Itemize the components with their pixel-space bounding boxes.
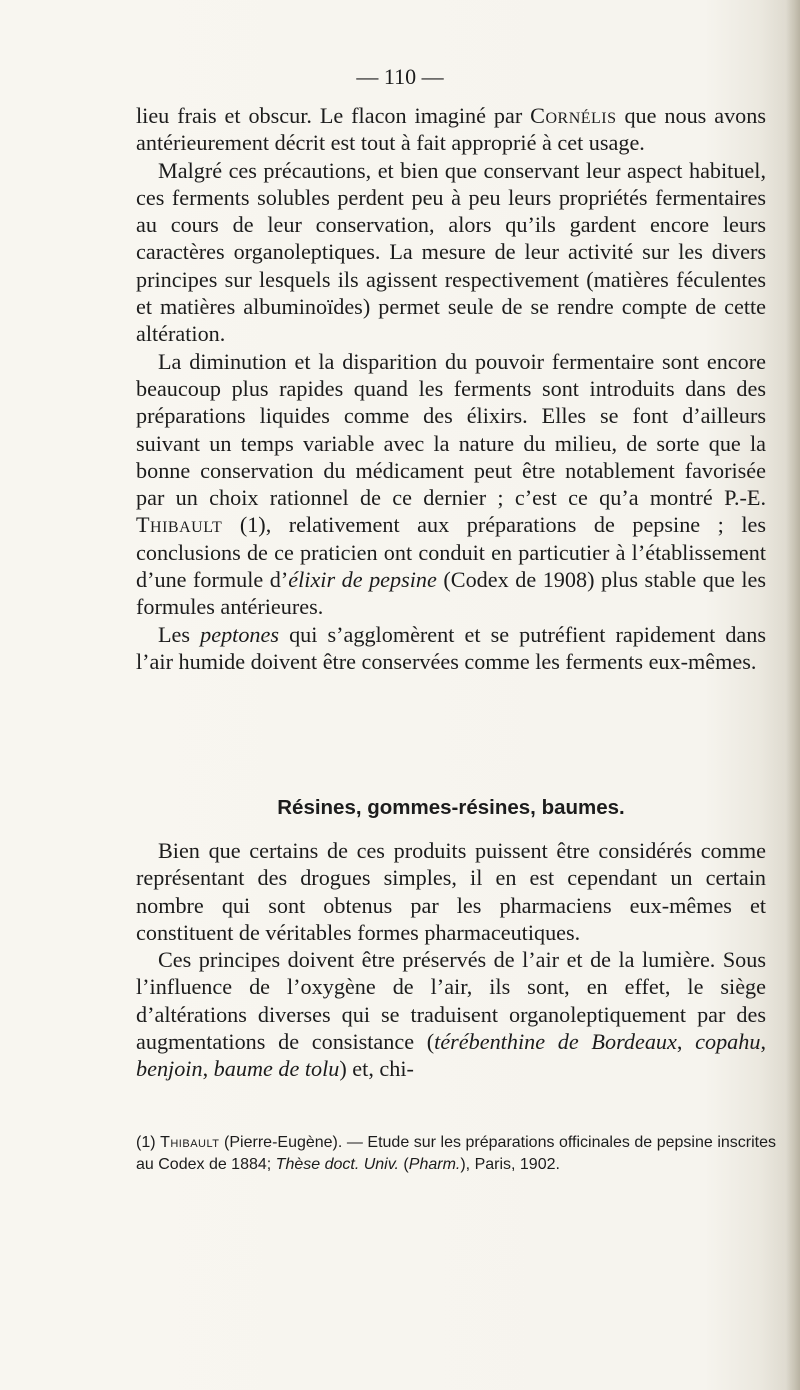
- paragraph: [136, 102, 766, 157]
- text-span: Bien que certains de ces produits puissent être considérés comme représentant des drogues simples, il en est cependant un certain nombre qui sont obtenus par les pharmaciens eux-mêmes et constituent de véritables formes pharmaceutiques.: [136, 838, 766, 945]
- italic-span: Pharm.: [408, 1155, 461, 1173]
- paragraph: [136, 837, 766, 946]
- small-caps-name: Thibault: [160, 1134, 220, 1151]
- body-text-bottom: [136, 837, 766, 1083]
- paragraph: [136, 348, 766, 621]
- italic-span: benjoin: [136, 1056, 203, 1082]
- text-span: ,: [676, 1029, 696, 1055]
- text-span: (1), relativement aux préparations de pepsine ; les conclusions de ce praticien ont conduit en particutier à l’établissement d’une formule d’: [136, 512, 766, 593]
- italic-span: baume de tolu: [213, 1056, 340, 1082]
- text-span: (Codex de 1908) plus stable que les formules antérieures.: [136, 567, 766, 620]
- small-caps-name: Thibault: [136, 512, 223, 538]
- footnote-text: [136, 1132, 776, 1175]
- page-number: — 110 —: [356, 64, 444, 89]
- body-text-top: [136, 102, 766, 675]
- text-span: Les: [158, 621, 201, 647]
- paragraph: [136, 621, 766, 676]
- text-span: ) et, chi-: [339, 1056, 414, 1082]
- text-span: (: [398, 1155, 409, 1173]
- page-edge-shadow: [786, 0, 800, 1390]
- italic-span: Thèse doct. Univ.: [275, 1155, 399, 1173]
- text-span: La diminution et la disparition du pouvoir fermentaire sont encore beaucoup plus rapides quand les ferments sont introduits dans des préparations liquides comme des élixirs. Elles se font d’ailleurs suivant un temps variable avec la nature du milieu, de sorte que la bonne conservation du médicament peut être notablement favorisée par un choix rationnel de ce dernier ; c’est ce qu’a montré P.-E.: [136, 348, 766, 511]
- text-span: Malgré ces précautions, et bien que conservant leur aspect habituel, ces ferments solubles perdent peu à peu leurs propriétés fermentaires au cours de leur conservation, alors qu’ils gardent encore leurs caractères organoleptiques. La mesure de leur activité sur les divers principes sur lesquels ils agissent respectivement (matières féculentes et matières albuminoïdes) permet seule de se rendre compte de cette altération.: [136, 157, 766, 347]
- paragraph: [136, 946, 766, 1082]
- small-caps-name: Cornélis: [530, 103, 617, 128]
- footnote: [136, 1132, 776, 1175]
- text-span: (Pierre-Eugène). — Etude sur les préparations officinales de pepsine inscrites au Codex de 1884;: [136, 1134, 776, 1173]
- paragraph: [136, 157, 766, 348]
- text-span: ), Paris, 1902.: [460, 1155, 560, 1173]
- italic-span: peptones: [200, 621, 279, 647]
- italic-span: térébenthine de Bordeaux: [434, 1029, 677, 1055]
- section-heading: Résines, gommes-résines, baumes.: [277, 796, 625, 819]
- text-span: (1): [136, 1134, 161, 1151]
- text-span: ,: [202, 1056, 214, 1082]
- text-span: qui s’agglomèrent et se putréfient rapidement dans l’air humide doivent être conservées comme les ferments eux-mêmes.: [136, 621, 767, 674]
- text-span: Ces principes doivent être préservés de l’air et de la lumière. Sous l’influence de l’oxygène de l’air, ils sont, en effet, le siège d’altérations diverses qui se traduisent organoleptiquement par des augmentations de consistance (: [136, 947, 766, 1055]
- text-span: lieu frais et obscur. Le flacon imaginé par: [136, 103, 531, 128]
- italic-span: élixir de pepsine: [288, 567, 437, 593]
- italic-span: copahu: [695, 1029, 761, 1055]
- text-span: ,: [760, 1029, 766, 1055]
- text-span: que nous avons antérieurement décrit est tout à fait approprié à cet usage.: [136, 103, 766, 156]
